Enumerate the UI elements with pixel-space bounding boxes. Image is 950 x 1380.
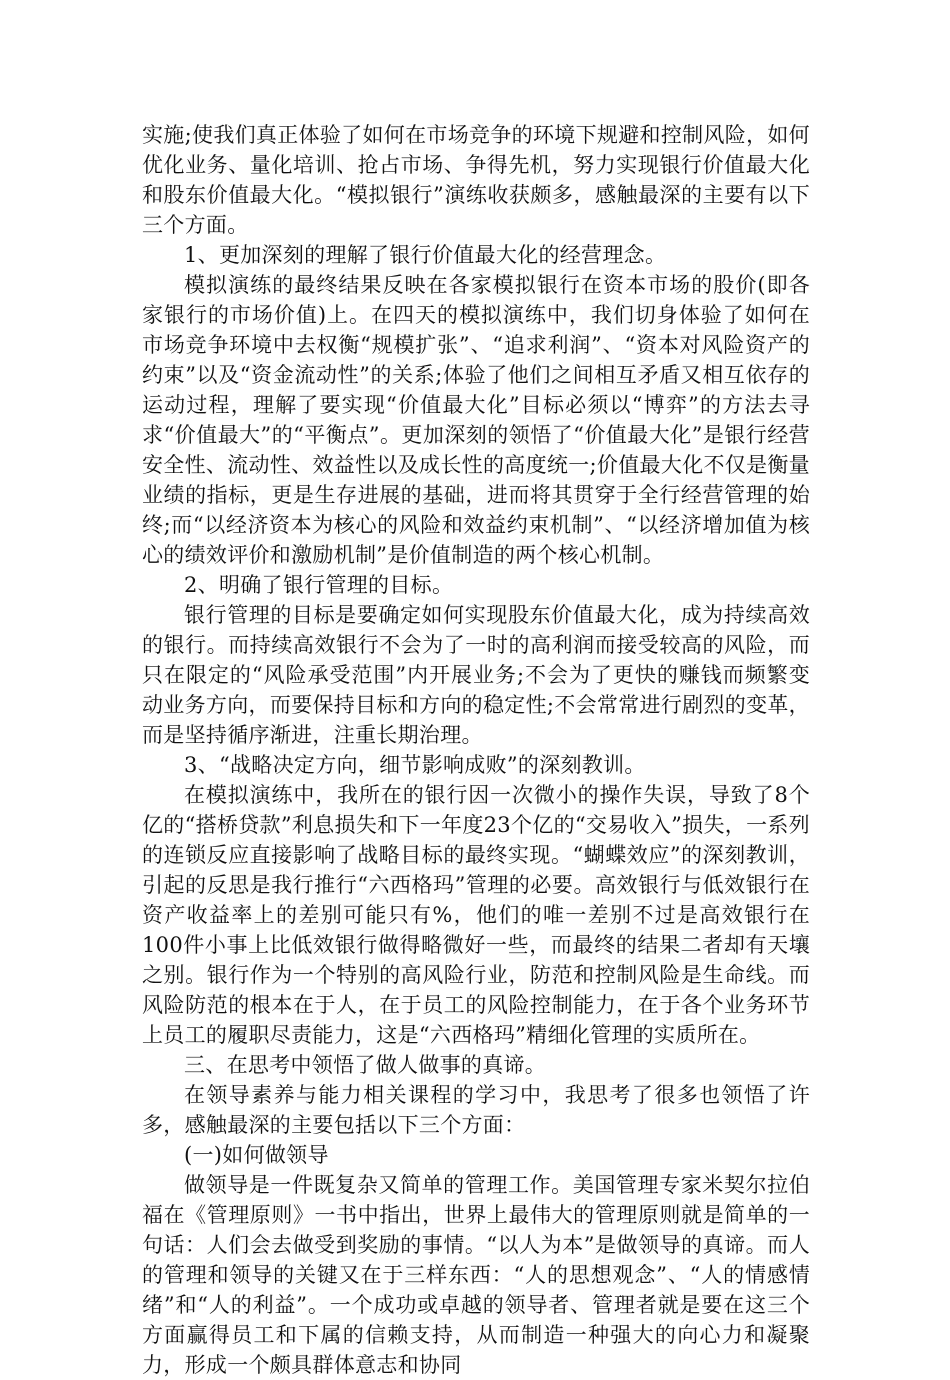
paragraph-intro: 实施;使我们真正体验了如何在市场竞争的环境下规避和控制风险，如何优化业务、量化培训、抢占市场、争得先机，努力实现银行价值最大化和股东价值最大化。“模拟银行”演练收获颇多，感触最深的主要有以下三个方面。 [142, 123, 810, 237]
paragraph-section-3-intro: 在领导素养与能力相关课程的学习中，我思考了很多也领悟了许多，感触最深的主要包括以下三个方面： [142, 1083, 810, 1137]
subheading-leadership: (一)如何做领导 [184, 1143, 329, 1167]
document-body [142, 120, 810, 1380]
paragraph-item-2: 银行管理的目标是要确定如何实现股东价值最大化，成为持续高效的银行。而持续高效银行不会为了一时的高利润而接受较高的风险，而只在限定的“风险承受范围”内开展业务;不会为了更快的赚钱而频繁变动业务方向，而要保持目标和方向的稳定性;不会常常进行剧烈的变革，而是坚持循序渐进，注重长期治理。 [142, 603, 810, 747]
paragraph-leadership: 做领导是一件既复杂又简单的管理工作。美国管理专家米契尔拉伯福在《管理原则》一书中指出，世界上最伟大的管理原则就是简单的一句话：人们会去做受到奖励的事情。“以人为本”是做领导的真谛。而人的管理和领导的关键又在于三样东西：“人的思想观念”、“人的情感情绪”和“人的利益”。一个成功或卓越的领导者、管理者就是要在这三个方面赢得员工和下属的信赖支持，从而制造一种强大的向心力和凝聚力，形成一个颇具群体意志和协同 [142, 1173, 810, 1377]
paragraph-item-3: 在模拟演练中，我所在的银行因一次微小的操作失误，导致了8个亿的“搭桥贷款”利息损失和下一年度23个亿的“交易收入”损失，一系列的连锁反应直接影响了战略目标的最终实现。“蝴蝶效应”的深刻教训，引起的反思是我行推行“六西格玛”管理的必要。高效银行与低效银行在资产收益率上的差别可能只有%，他们的唯一差别不过是高效银行在100件小事上比低效银行做得略微好一些，而最终的结果二者却有天壤之别。银行作为一个特别的高风险行业，防范和控制风险是生命线。而风险防范的根本在于人，在于员工的风险控制能力，在于各个业务环节上员工的履职尽责能力，这是“六西格玛”精细化管理的实质所在。 [142, 783, 810, 1047]
paragraph-item-1: 模拟演练的最终结果反映在各家模拟银行在资本市场的股价(即各家银行的市场价值)上。在四天的模拟演练中，我们切身体验了如何在市场竞争环境中去权衡“规模扩张”、“追求利润”、“资本对风险资产的约束”以及“资金流动性”的关系;体验了他们之间相互矛盾又相互依存的运动过程，理解了要实现“价值最大化”目标必须以“博弈”的方法去寻求“价值最大”的“平衡点”。更加深刻的领悟了“价值最大化”是银行经营安全性、流动性、效益性以及成长性的高度统一;价值最大化不仅是衡量业绩的指标，更是生存进展的基础，进而将其贯穿于全行经营管理的始终;而“以经济资本为核心的风险和效益约束机制”、“以经济增加值为核心的绩效评价和激励机制”是价值制造的两个核心机制。 [142, 273, 810, 567]
heading-item-3: 3、“战略决定方向，细节影响成败”的深刻教训。 [184, 753, 646, 777]
heading-item-1: 1、更加深刻的理解了银行价值最大化的经营理念。 [184, 243, 667, 267]
heading-item-2: 2、明确了银行管理的目标。 [184, 573, 454, 597]
section-heading-3: 三、在思考中领悟了做人做事的真谛。 [184, 1053, 547, 1077]
